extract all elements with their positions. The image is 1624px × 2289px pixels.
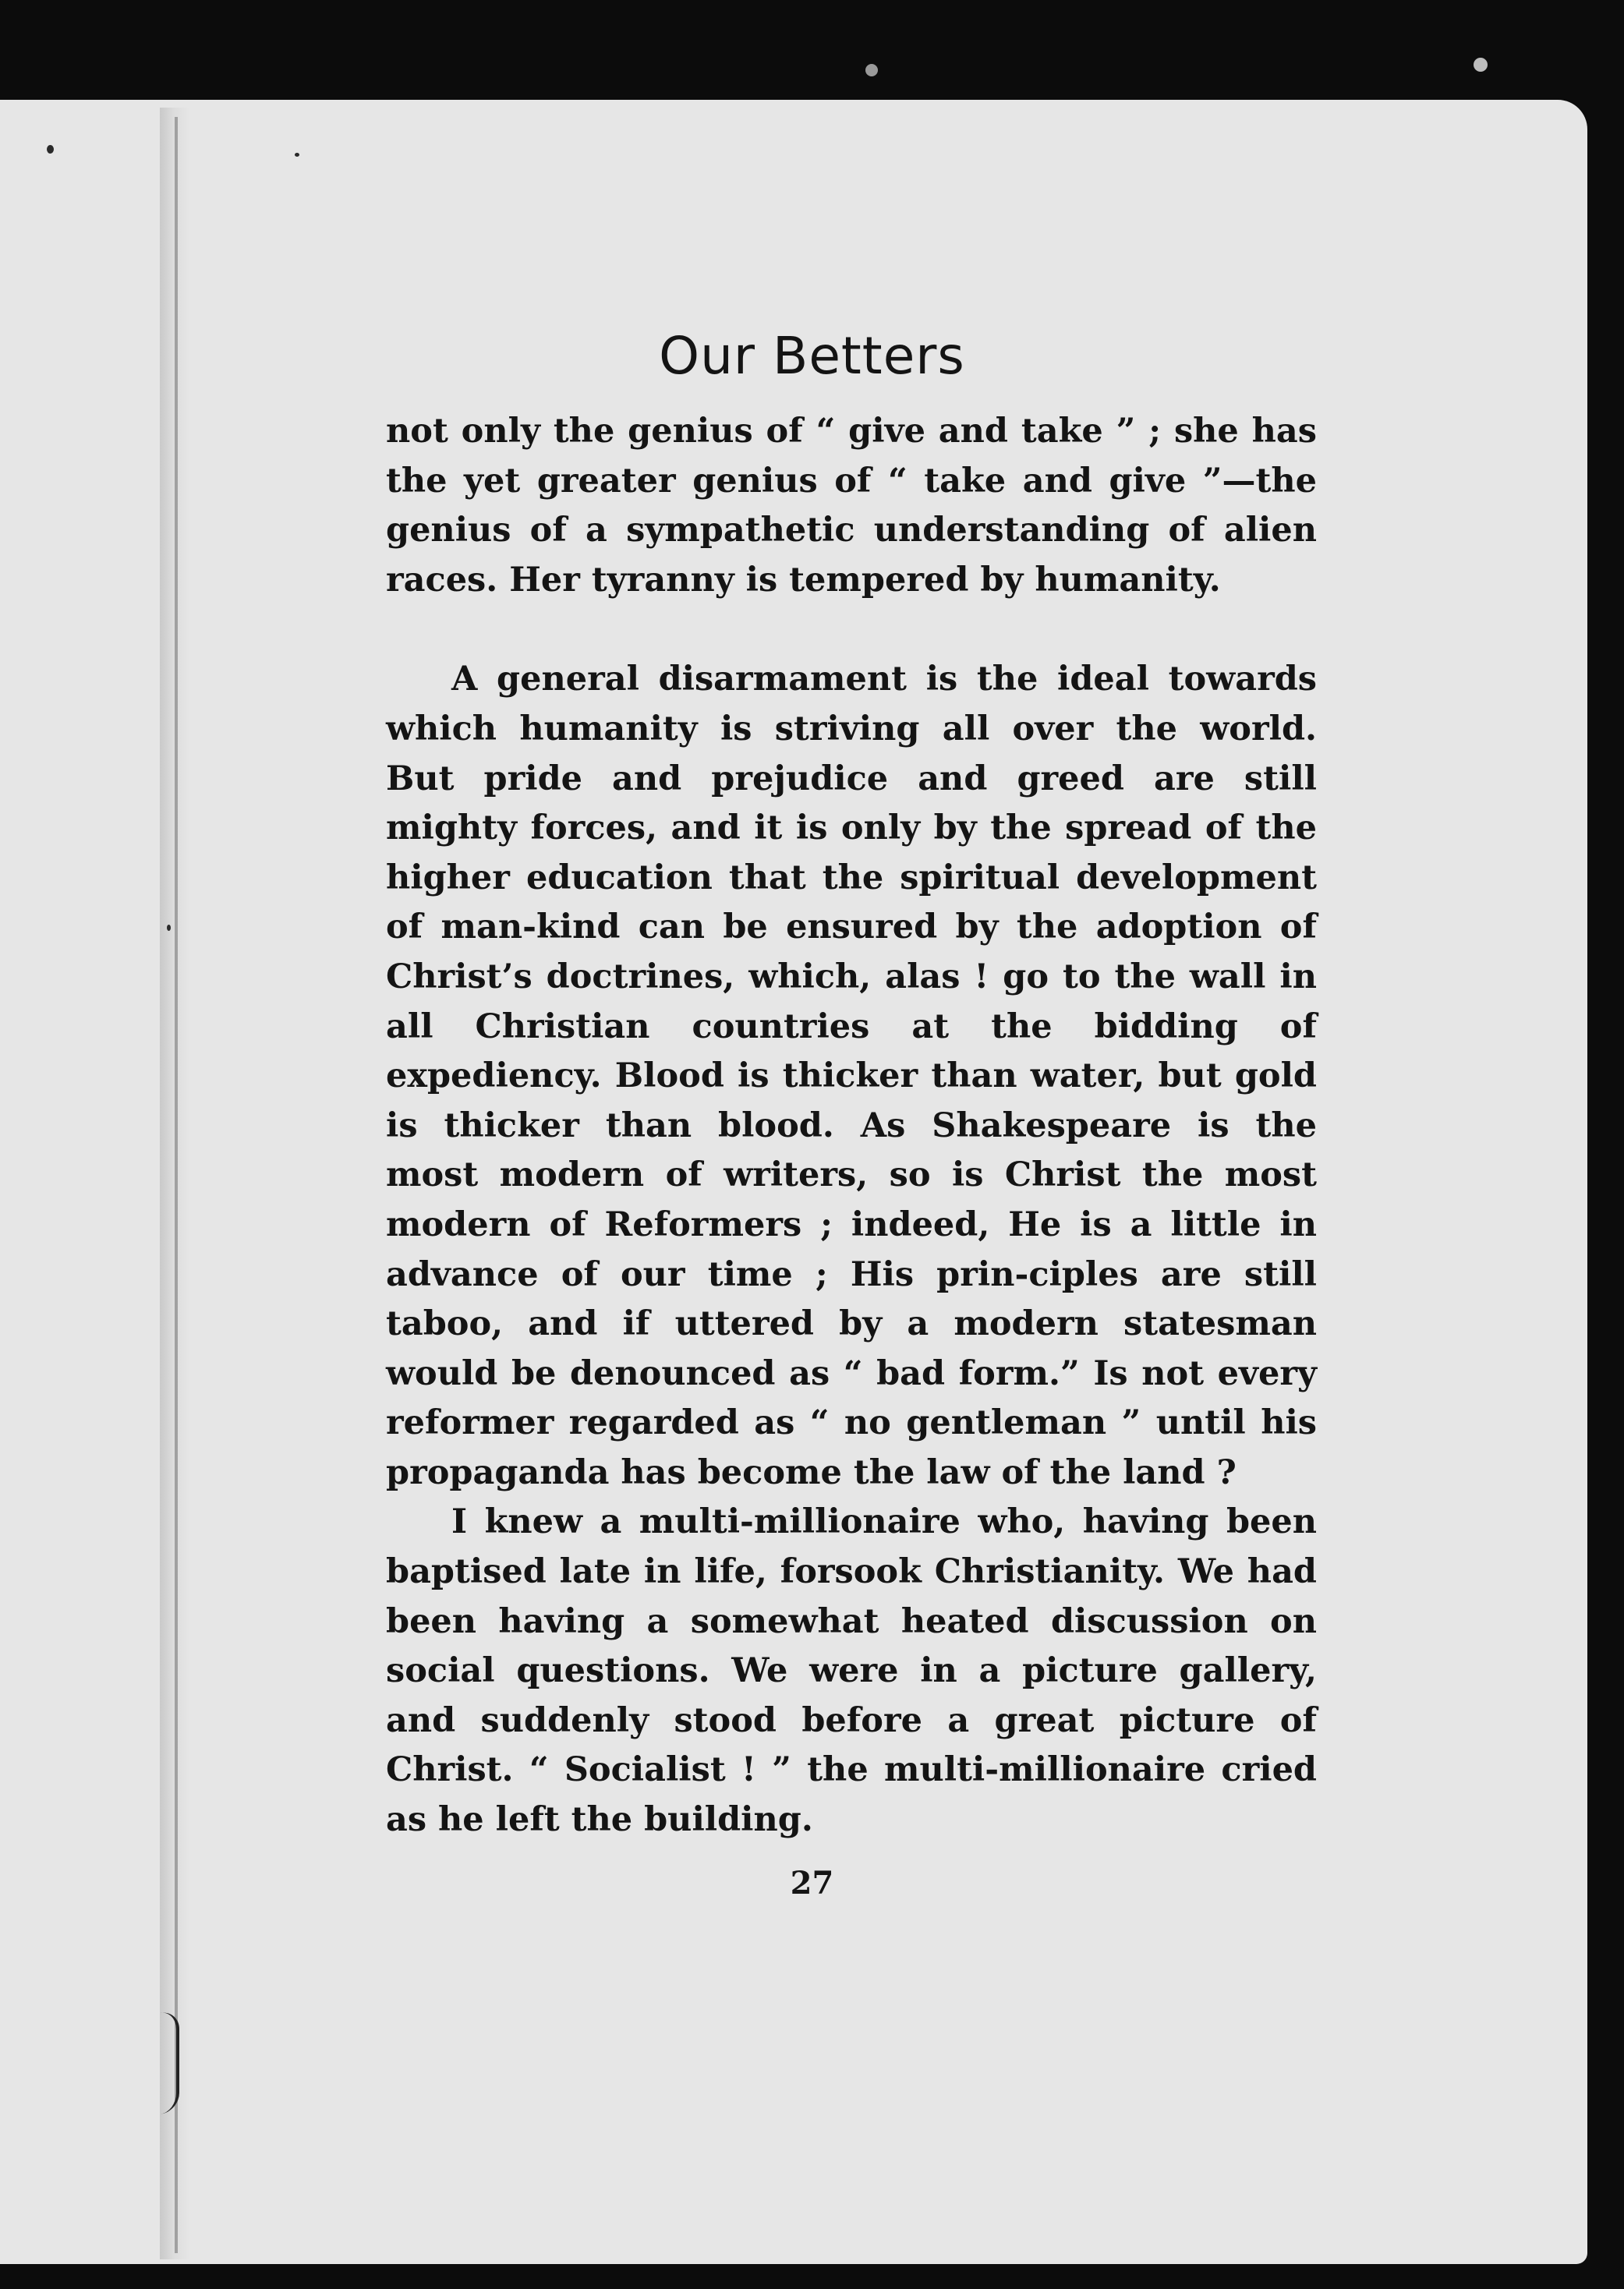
paragraph-continuation: not only the genius of “ give and take ” ; she has the yet greater genius of “ take and give ”—the genius of a sympathetic understanding of alien races. Her tyranny is tempered by humanity. — [386, 412, 1317, 600]
dust-speck — [295, 153, 299, 157]
gutter-shadow-line — [175, 117, 178, 2253]
running-head: Our Betters — [659, 326, 965, 386]
dust-speck — [47, 145, 54, 154]
paragraph-disarmament: A general disarmament is the ideal towards which humanity is striving all over the world. But pride and prejudice and greed are still mighty forces, and it is only by the spread of the higher education that the spiritual development of man-kind can be ensured by the adoption of Christ’s doctrines, which, alas ! go to the wall in all Christian countries at the bidding of expediency. Blood is thicker than water, but gold is thicker than blood. As Shakespeare is the most modern of writers, so is Christ the most modern of Reformers ; indeed, He is a little in advance of our time ; His prin-ciples are still taboo, and if uttered by a modern statesman would be denounced as “ bad form.” Is not every reformer regarded as “ no gentleman ” until his propaganda has become the law of the land ? — [386, 660, 1317, 1492]
margin-ink-mark — [161, 2010, 179, 2114]
dust-speck — [1474, 58, 1488, 72]
body-text — [386, 407, 1317, 1845]
page-number: 27 — [790, 1865, 834, 1902]
dust-speck — [167, 925, 171, 931]
dust-speck — [865, 64, 878, 76]
paragraph-multi-millionaire: I knew a multi-millionaire who, having been baptised late in life, forsook Christianity. We had been having a somewhat heated discussion on social questions. We were in a picture gallery, and suddenly stood before a great picture of Christ. “ Socialist ! ” the multi-millionaire cried as he left the building. — [386, 1502, 1317, 1840]
